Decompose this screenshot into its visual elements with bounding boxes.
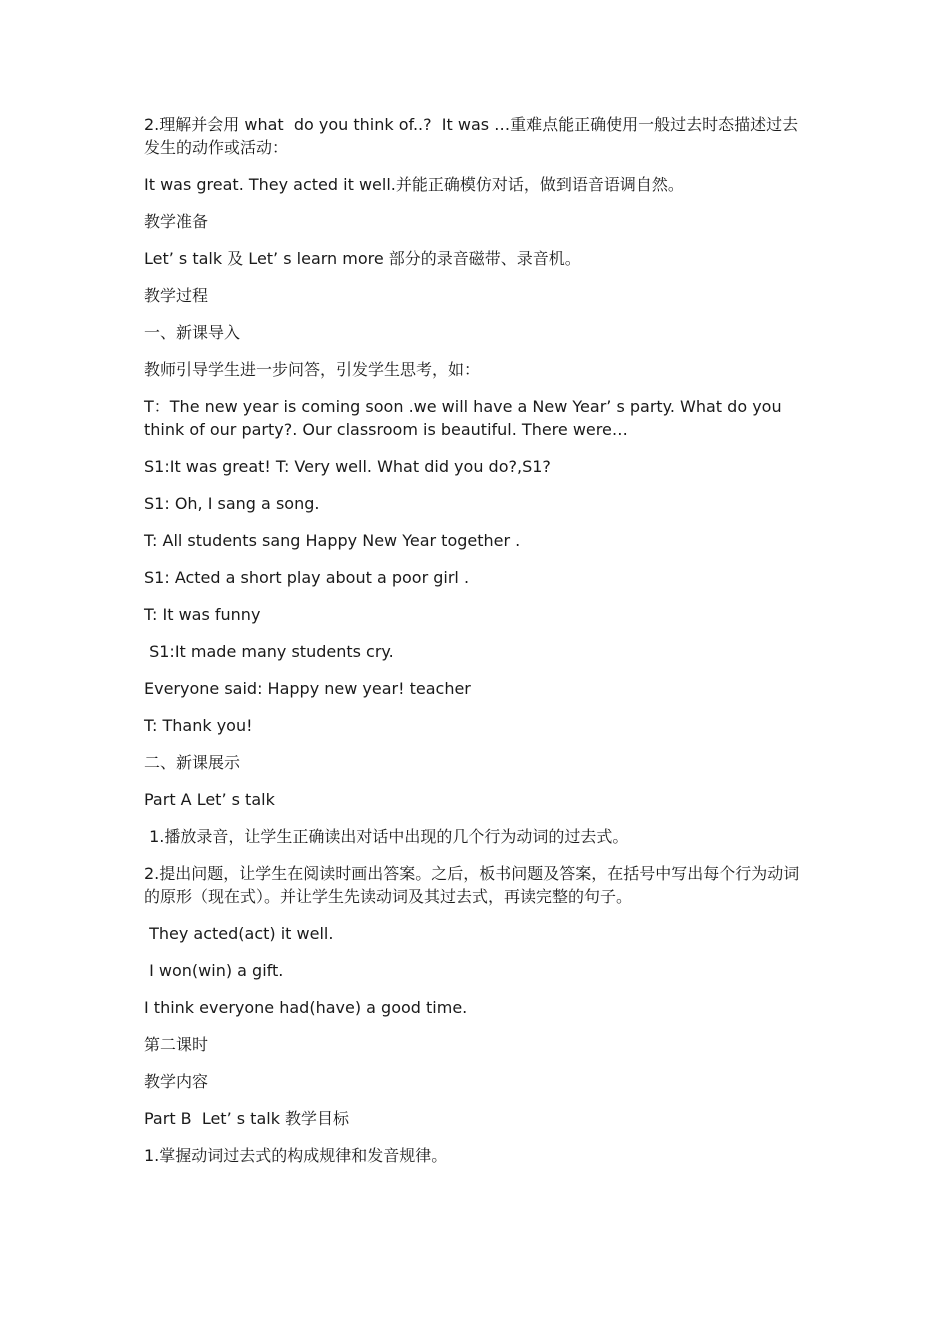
objective-2-paragraph: 2.理解并会用 what do you think of..? It was …重难点能正确使用一般过去时态描述过去发生的动作或活动： [144, 115, 799, 157]
dialogue-line: T: All students sang Happy New Year together . [144, 531, 521, 550]
dialogue-line: T: It was funny [144, 605, 261, 624]
part-a-heading: Part A Let’ s talk [144, 790, 275, 809]
document-page [144, 113, 804, 1181]
example-sentence: They acted(act) it well. [144, 924, 334, 943]
activity-1-paragraph: 1.播放录音，让学生正确读出对话中出现的几个行为动词的过去式。 [144, 827, 629, 846]
dialogue-line: S1: Oh, I sang a song. [144, 494, 320, 513]
part-b-heading: Part B Let’ s talk 教学目标 [144, 1109, 350, 1128]
section-heading-content: 教学内容 [144, 1072, 209, 1091]
step-heading-introduction: 一、新课导入 [144, 323, 241, 342]
section-heading-process: 教学过程 [144, 286, 209, 305]
dialogue-line: Everyone said: Happy new year! teacher [144, 679, 471, 698]
dialogue-line: S1:It made many students cry. [144, 642, 394, 661]
teacher-guidance-paragraph: 教师引导学生进一步问答，引发学生思考，如： [144, 360, 481, 379]
activity-2-paragraph: 2.提出问题，让学生在阅读时画出答案。之后，板书问题及答案，在括号中写出每个行为动词的原形（现在式）。并让学生先读动词及其过去式，再读完整的句子。 [144, 864, 800, 906]
dialogue-line: T: Thank you! [144, 716, 253, 735]
dialogue-line: S1: Acted a short play about a poor girl . [144, 568, 470, 587]
example-sentence: I won(win) a gift. [144, 961, 284, 980]
preparation-paragraph: Let’ s talk 及 Let’ s learn more 部分的录音磁带、录音机。 [144, 249, 581, 268]
example-sentence: I think everyone had(have) a good time. [144, 998, 468, 1017]
dialogue-line: T：The new year is coming soon .we will have a New Year’ s party. What do you think of our party?. Our classroom is beautiful. There were… [144, 397, 787, 439]
dialogue-line: S1:It was great! T: Very well. What did you do?,S1? [144, 457, 551, 476]
section-heading-preparation: 教学准备 [144, 212, 209, 231]
objective-1-paragraph: 1.掌握动词过去式的构成规律和发音规律。 [144, 1146, 448, 1165]
example-sentence-paragraph: It was great. They acted it well.并能正确模仿对话，做到语音语调自然。 [144, 175, 684, 194]
step-heading-new-lesson: 二、新课展示 [144, 753, 241, 772]
section-heading-second-lesson: 第二课时 [144, 1035, 209, 1054]
